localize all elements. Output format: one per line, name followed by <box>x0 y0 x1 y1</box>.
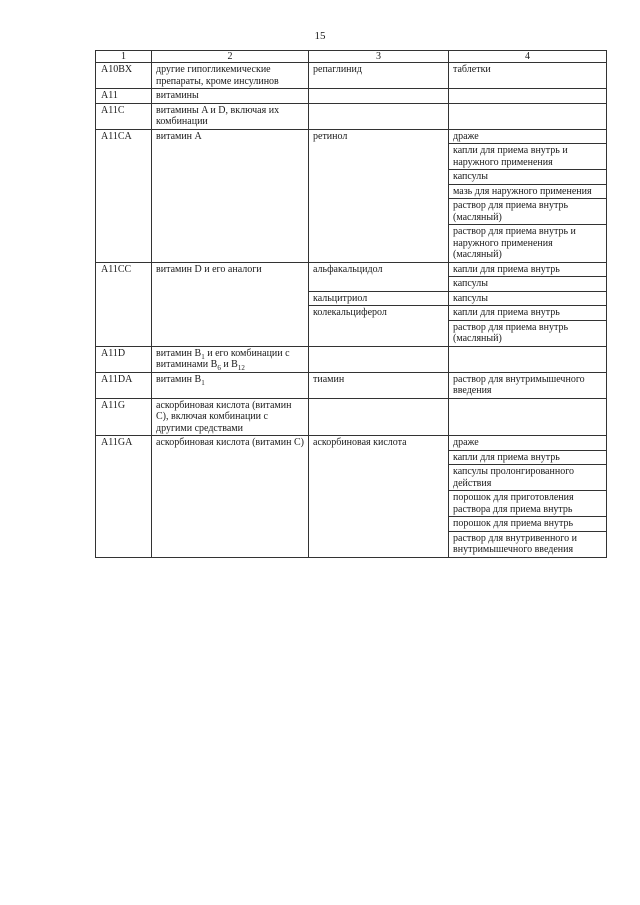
atc-code-cell: A11C <box>96 103 152 129</box>
dosage-form-cell: капсулы <box>449 291 607 306</box>
dosage-form-cell: раствор для приема внутрь (масляный) <box>449 320 607 346</box>
dosage-form-cell: капли для приема внутрь и наружного применения <box>449 144 607 170</box>
substance-cell: колекальциферол <box>309 306 449 347</box>
table-row <box>96 346 607 372</box>
column-header: 3 <box>309 51 449 63</box>
group-name-cell: витамин A <box>152 129 309 262</box>
table-row <box>96 89 607 104</box>
dosage-form-cell: раствор для приема внутрь (масляный) <box>449 199 607 225</box>
table-row <box>96 63 607 89</box>
dosage-form-cell: капли для приема внутрь <box>449 262 607 277</box>
dosage-form-cell: раствор для внутривенного и внутримышечного введения <box>449 531 607 557</box>
table-row <box>96 103 607 129</box>
dosage-form-cell: капсулы <box>449 170 607 185</box>
dosage-form-cell: раствор для приема внутрь и наружного применения (масляный) <box>449 225 607 263</box>
group-name-cell: витамин $B_1$ и его комбинации с витаминами $B_6$ и $B_{12}$ <box>152 346 309 372</box>
atc-code-cell: A11G <box>96 398 152 436</box>
dosage-form-cell: капли для приема внутрь <box>449 450 607 465</box>
dosage-form-cell: таблетки <box>449 63 607 89</box>
group-name-cell: аскорбиновая кислота (витамин С) <box>152 436 309 558</box>
substance-cell: репаглинид <box>309 63 449 89</box>
table-row <box>96 262 607 277</box>
table-row <box>96 398 607 436</box>
group-name-cell: аскорбиновая кислота (витамин С), включая комбинации с другими средствами <box>152 398 309 436</box>
column-header: 1 <box>96 51 152 63</box>
header-row <box>96 51 607 63</box>
dosage-form-cell: мазь для наружного применения <box>449 184 607 199</box>
substance-cell: кальцитриол <box>309 291 449 306</box>
substance-cell: тиамин <box>309 372 449 398</box>
substance-cell <box>309 346 449 372</box>
dosage-form-cell <box>449 103 607 129</box>
drug-table <box>95 50 607 558</box>
group-name-cell: другие гипогликемические препараты, кроме инсулинов <box>152 63 309 89</box>
dosage-form-cell: драже <box>449 436 607 451</box>
dosage-form-cell: капли для приема внутрь <box>449 306 607 321</box>
substance-cell: альфакальцидол <box>309 262 449 291</box>
atc-code-cell: A11 <box>96 89 152 104</box>
table-row <box>96 436 607 451</box>
dosage-form-cell <box>449 346 607 372</box>
page-number: 15 <box>314 30 326 42</box>
dosage-form-cell: порошок для приготовления раствора для приема внутрь <box>449 491 607 517</box>
dosage-form-cell: капсулы пролонгированного действия <box>449 465 607 491</box>
atc-code-cell: A11CC <box>96 262 152 346</box>
table-body <box>96 63 607 558</box>
substance-cell <box>309 89 449 104</box>
atc-code-cell: A11GA <box>96 436 152 558</box>
group-name-cell: витамин D и его аналоги <box>152 262 309 346</box>
atc-code-cell: A11D <box>96 346 152 372</box>
column-header: 2 <box>152 51 309 63</box>
dosage-form-cell: раствор для внутримышечного введения <box>449 372 607 398</box>
dosage-form-cell: драже <box>449 129 607 144</box>
table-row <box>96 129 607 144</box>
substance-cell: ретинол <box>309 129 449 262</box>
dosage-form-cell: капсулы <box>449 277 607 292</box>
substance-cell <box>309 398 449 436</box>
table-row <box>96 372 607 398</box>
substance-cell: аскорбиновая кислота <box>309 436 449 558</box>
group-name-cell: витамины A и D, включая их комбинации <box>152 103 309 129</box>
substance-cell <box>309 103 449 129</box>
group-name-cell: витамины <box>152 89 309 104</box>
dosage-form-cell <box>449 89 607 104</box>
column-header: 4 <box>449 51 607 63</box>
dosage-form-cell: порошок для приема внутрь <box>449 517 607 532</box>
atc-code-cell: A10BX <box>96 63 152 89</box>
atc-code-cell: A11CA <box>96 129 152 262</box>
atc-code-cell: A11DA <box>96 372 152 398</box>
group-name-cell: витамин $B_1$ <box>152 372 309 398</box>
dosage-form-cell <box>449 398 607 436</box>
